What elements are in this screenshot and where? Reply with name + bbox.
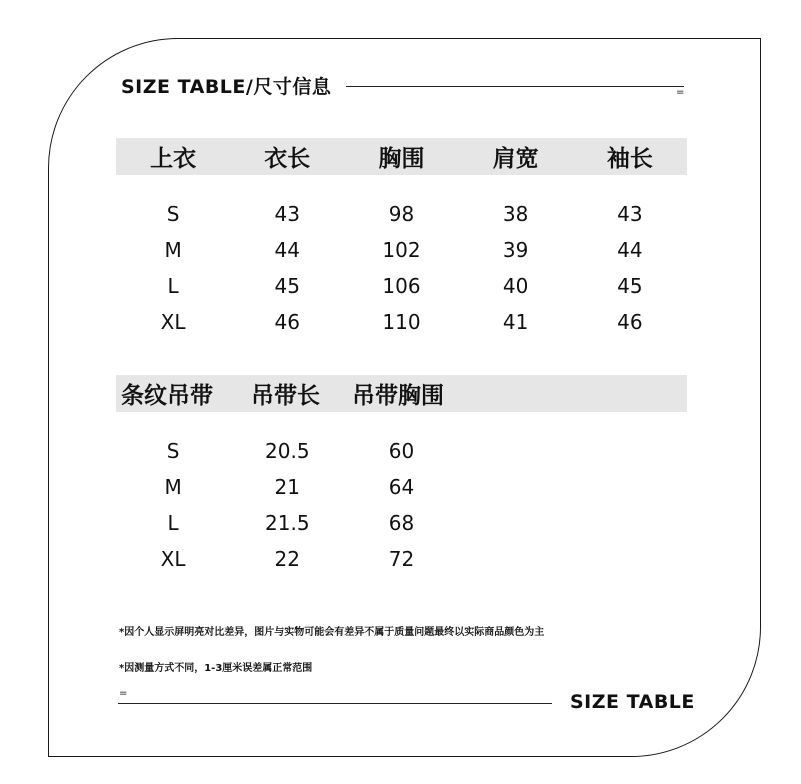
table-cell: 46	[617, 310, 643, 334]
measurement-note: *因测量方式不同，1-3厘米误差属正常范围	[119, 663, 313, 674]
table-cell: 44	[617, 238, 643, 262]
column-header: 衣长	[264, 145, 311, 172]
table-cell: 39	[502, 238, 529, 262]
table-cell: 40	[502, 274, 529, 298]
table-row	[116, 268, 687, 304]
column-header: 袖长	[606, 145, 653, 172]
table-cell: XL	[160, 547, 186, 571]
table-cell: 20.5	[265, 439, 310, 463]
column-header: 胸围	[378, 145, 425, 172]
table-cell: 44	[274, 238, 300, 262]
table-row	[116, 433, 687, 469]
table-cell: 41	[502, 310, 529, 334]
strap-table-header	[116, 375, 687, 412]
table-cell: 102	[382, 238, 421, 262]
table-cell: 43	[617, 202, 643, 226]
table-cell: 60	[388, 439, 415, 463]
column-header: 条纹吊带	[121, 382, 213, 409]
table-cell: 21.5	[265, 511, 310, 535]
top-table-header	[116, 138, 687, 175]
table-cell: 98	[388, 202, 415, 226]
table-cell: L	[167, 274, 179, 298]
table-cell: 64	[388, 475, 415, 499]
table-cell: 22	[274, 547, 300, 571]
table-cell: 45	[617, 274, 643, 298]
table-cell: 43	[274, 202, 300, 226]
table-cell: S	[166, 202, 180, 226]
table-row	[116, 541, 687, 577]
column-header: 上衣	[150, 145, 197, 172]
table-cell: S	[166, 439, 180, 463]
header-mark: =	[676, 87, 685, 98]
column-header: 肩宽	[492, 145, 539, 172]
footer-rule	[118, 703, 552, 704]
table-row	[116, 232, 687, 268]
table-cell: 21	[274, 475, 300, 499]
table-cell: L	[167, 511, 179, 535]
table-cell: M	[164, 475, 182, 499]
strap-size-table	[116, 375, 687, 577]
table-cell: 46	[274, 310, 300, 334]
header	[121, 72, 331, 98]
table-row	[116, 505, 687, 541]
title-rule	[346, 86, 684, 87]
table-cell: M	[164, 238, 182, 262]
column-header: 吊带长	[251, 382, 320, 409]
table-cell: 45	[274, 274, 300, 298]
table-cell: 38	[502, 202, 529, 226]
table-cell: 68	[388, 511, 415, 535]
table-row	[116, 469, 687, 505]
page-title: SIZE TABLE/尺寸信息	[121, 75, 332, 98]
footer-mark: =	[119, 688, 128, 699]
top-size-table	[116, 138, 687, 340]
footer-title: SIZE TABLE	[570, 691, 695, 713]
display-note: *因个人显示屏明亮对比差异，图片与实物可能会有差异不属于质量问题最终以实际商品颜色为主	[119, 627, 545, 638]
table-cell: 106	[382, 274, 421, 298]
table-row	[116, 196, 687, 232]
table-row	[116, 304, 687, 340]
table-cell: 72	[388, 547, 415, 571]
table-cell: XL	[160, 310, 186, 334]
table-cell: 110	[382, 310, 421, 334]
column-header: 吊带胸围	[352, 382, 444, 409]
